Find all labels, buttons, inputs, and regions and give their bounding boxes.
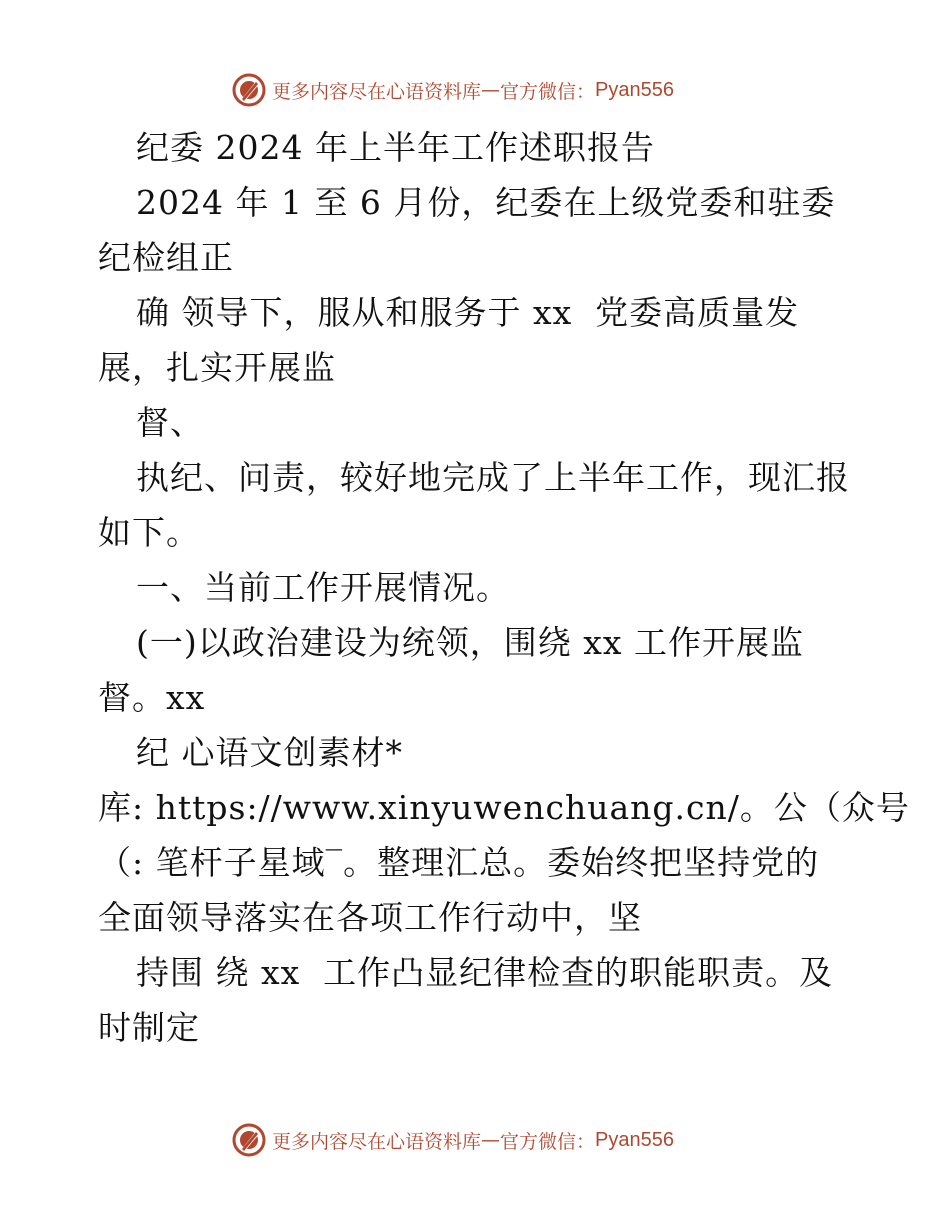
paragraph-line: 纪 心语文创素材* bbox=[136, 733, 403, 772]
subsection-heading: (一)以政治建设为统领，围绕 xx 工作开展监 bbox=[136, 623, 804, 662]
pen-logo-icon bbox=[232, 73, 266, 107]
watermark-text: 更多内容尽在心语资料库 bbox=[272, 1130, 482, 1153]
watermark-dash: — bbox=[481, 79, 501, 101]
paragraph-line: 2024 年 1 至 6 月份，纪委在上级党委和驻委 bbox=[136, 183, 836, 222]
paragraph-line: 督、 bbox=[136, 403, 204, 442]
paragraph-line: 督。xx bbox=[98, 678, 206, 717]
watermark-wechat-id: Pyan556 bbox=[595, 1128, 674, 1151]
document-title: 纪委 2024 年上半年工作述职报告 bbox=[136, 128, 655, 167]
watermark-wechat-id: Pyan556 bbox=[595, 78, 674, 101]
watermark-text: 更多内容尽在心语资料库 bbox=[272, 80, 482, 103]
paragraph-line: 展，扎实开展监 bbox=[98, 348, 336, 387]
paragraph-line: 时制定 bbox=[98, 1008, 200, 1047]
paragraph-line: 纪检组正 bbox=[98, 238, 234, 277]
header-watermark bbox=[232, 72, 712, 108]
paragraph-line: 持围 绕 xx 工作凸显纪律检查的职能职责。及 bbox=[136, 953, 834, 992]
watermark-wechat-label: 官方微信： bbox=[500, 80, 596, 103]
paragraph-line: （: 笔杆子星域‾。整理汇总。委始终把坚持党的 bbox=[98, 843, 820, 882]
section-heading: 一、当前工作开展情况。 bbox=[136, 568, 510, 607]
paragraph-line: 全面领导落实在各项工作行动中，坚 bbox=[98, 898, 642, 937]
paragraph-line: 库: https://www.xinyuwenchuang.cn/。公（众号 bbox=[98, 788, 910, 827]
watermark-dash: — bbox=[481, 1129, 501, 1151]
pen-logo-icon bbox=[232, 1123, 266, 1157]
paragraph-line: 如下。 bbox=[98, 513, 200, 552]
watermark-wechat-label: 官方微信： bbox=[500, 1130, 596, 1153]
document-body bbox=[98, 125, 910, 1050]
paragraph-line: 执纪、问责，较好地完成了上半年工作，现汇报 bbox=[136, 458, 850, 497]
footer-watermark bbox=[232, 1122, 712, 1158]
paragraph-line: 确 领导下，服从和服务于 xx 党委高质量发 bbox=[136, 293, 800, 332]
